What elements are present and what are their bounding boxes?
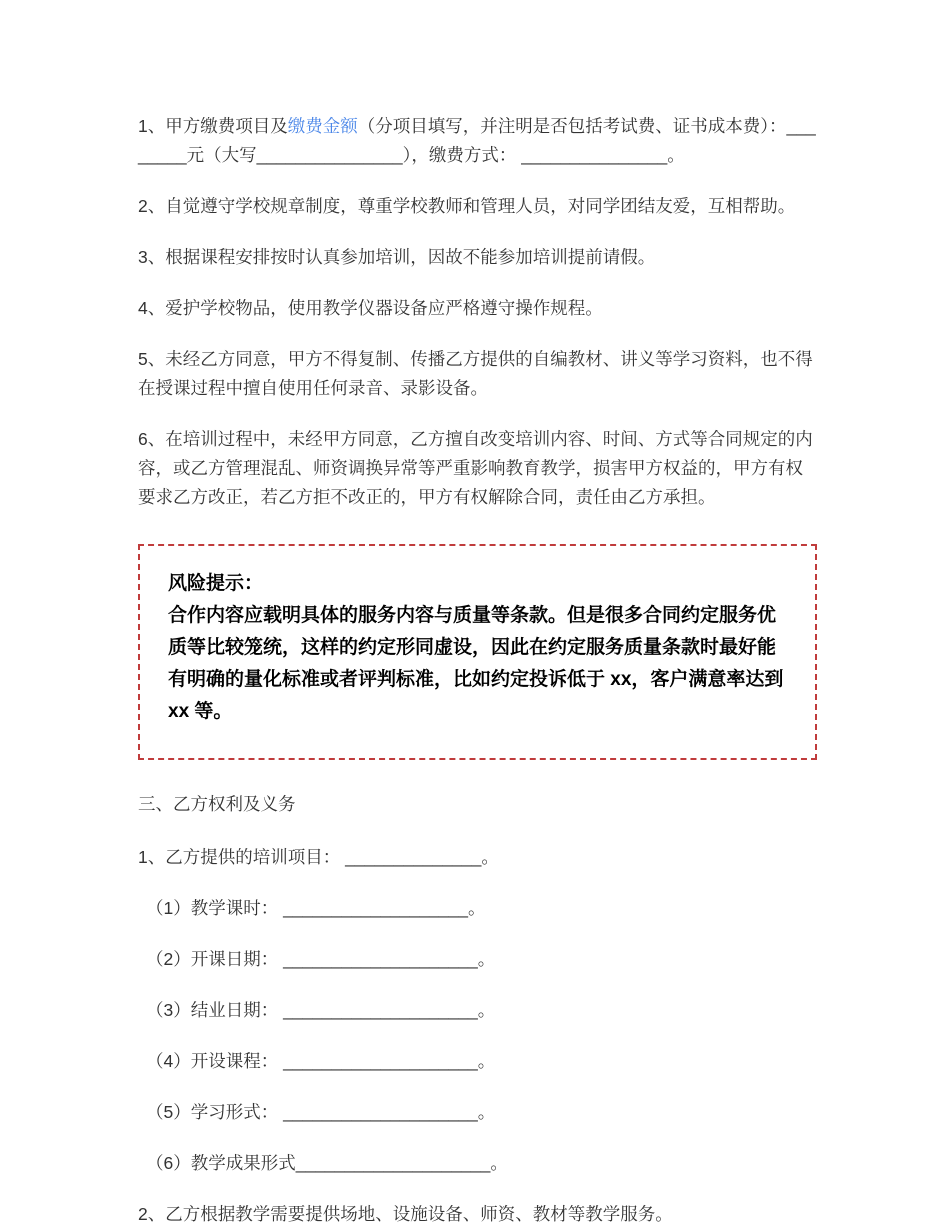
risk-warning-body: 合作内容应载明具体的服务内容与质量等条款。但是很多合同约定服务优质等比较笼统，这样的约定形同虚设，因此在约定服务质量条款时最好能有明确的量化标准或者评判标准，比如约定投诉低于 xx，客户满意率达到 xx 等。 [168, 605, 784, 722]
item-2-teaching-services: 2、乙方根据教学需要提供场地、设施设备、师资、教材等教学服务。 [138, 1204, 673, 1224]
clause-6-breach: 6、在培训过程中，未经甲方同意，乙方擅自改变培训内容、时间、方式等合同规定的内容，或乙方管理混乱、师资调换异常等严重影响教育教学，损害甲方权益的，甲方有权要求乙方改正，若乙方拒不改正的，甲方有权解除合同，责任由乙方承担。 [138, 429, 813, 507]
payment-amount-link[interactable]: 缴费金额 [287, 116, 358, 136]
clause-3-attendance: 3、根据课程安排按时认真参加培训，因故不能参加培训提前请假。 [138, 247, 656, 267]
risk-warning-box [138, 544, 817, 760]
sub-item-5-study-format: （5）学习形式： ____________________。 [146, 1102, 496, 1122]
clause-1-suffix: （分项目填写，并注明是否包括考试费、证书成本费）：________元（大写_______________），缴费方式： _______________。 [138, 116, 816, 165]
sub-item-6-teaching-results: （6）教学成果形式____________________。 [146, 1153, 508, 1173]
clause-1-prefix: 1、甲方缴费项目及 [138, 116, 288, 136]
sub-item-2-start-date: （2）开课日期： ____________________。 [146, 949, 496, 969]
sub-item-3-completion-date: （3）结业日期： ____________________。 [146, 1000, 496, 1020]
section-heading-party-b-rights: 三、乙方权利及义务 [138, 794, 296, 814]
item-1-training-project: 1、乙方提供的培训项目： ______________。 [138, 847, 499, 867]
sub-item-1-teaching-hours: （1）教学课时： ___________________。 [146, 898, 486, 918]
clause-2-rules: 2、自觉遵守学校规章制度，尊重学校教师和管理人员，对同学团结友爱，互相帮助。 [138, 196, 796, 216]
clause-1-payment [138, 112, 817, 170]
clause-4-property: 4、爱护学校物品，使用教学仪器设备应严格遵守操作规程。 [138, 298, 603, 318]
clause-5-copyright: 5、未经乙方同意，甲方不得复制、传播乙方提供的自编教材、讲义等学习资料，也不得在授课过程中擅自使用任何录音、录影设备。 [138, 349, 813, 398]
sub-item-4-courses-offered: （4）开设课程： ____________________。 [146, 1051, 496, 1071]
risk-warning-title: 风险提示： [168, 573, 264, 594]
